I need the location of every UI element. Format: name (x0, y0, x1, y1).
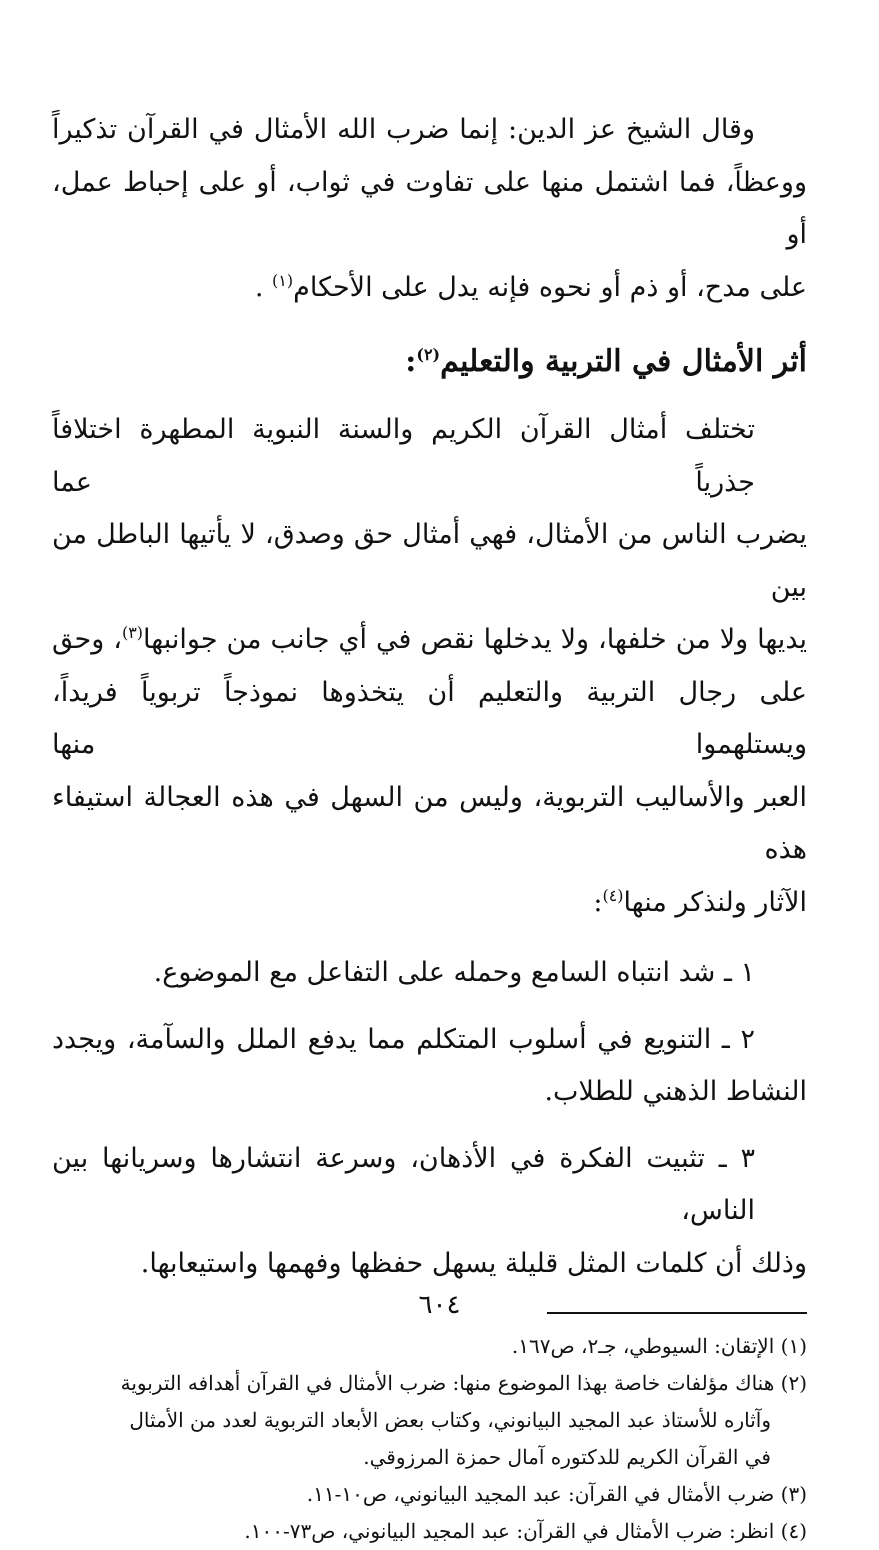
list-item-2-line-1: ٢ ـ التنويع في أسلوب المتكلم مما يدفع الملل والسآمة، ويجدد (52, 1023, 755, 1055)
spacer (52, 929, 807, 947)
main-line-3-a: يديها ولا من خلفها، ولا يدخلها نقص في أي جانب من جوانبها (143, 624, 808, 655)
main-line-5: العبر والأساليب التربوية، وليس من السهل في هذه العجالة استيفاء هذه (52, 781, 807, 865)
list-item-1 (52, 947, 807, 1000)
section-heading-end: : (405, 344, 417, 379)
footnote-ref-3: (٣) (121, 623, 144, 642)
main-line-2: يضرب الناس من الأمثال، فهي أمثال حق وصدق، لا يأتيها الباطل من بين (52, 519, 807, 603)
footnote-3-text: (٣) ضرب الأمثال في القرآن: عبد المجيد البيانوني، ص١٠-١١. (306, 1482, 807, 1506)
main-line-3-b: ، وحق (52, 624, 122, 655)
footnote-4 (52, 1513, 807, 1550)
intro-line-3-end: . (254, 271, 273, 303)
section-heading-text: أثر الأمثال في التربية والتعليم (440, 344, 807, 379)
intro-line-3 (52, 262, 807, 315)
footnote-2-line-2: وآثاره للأستاذ عبد المجيد البيانوني، وكتاب بعض الأبعاد التربوية لعدد من الأمثال (129, 1408, 771, 1432)
list-item-1-text: ١ ـ شد انتباه السامع وحمله على التفاعل مع الموضوع. (153, 957, 755, 988)
footnotes (52, 1328, 807, 1550)
footnote-4-text: (٤) انظر: ضرب الأمثال في القرآن: عبد المجيد البيانوني، ص٧٣-١٠٠. (244, 1519, 807, 1543)
intro-paragraph (52, 104, 807, 314)
footnote-3 (52, 1476, 807, 1513)
main-line-6-b: : (593, 886, 603, 918)
list-item-3-line-2: وذلك أن كلمات المثل قليلة يسهل حفظها وفهمها واستيعابها. (140, 1247, 807, 1279)
list-item-3 (52, 1133, 807, 1291)
book-page (52, 104, 807, 1550)
main-line-6-a: الآثار ولنذكر منها (623, 886, 807, 918)
footnote-ref-2: (٢) (416, 345, 441, 364)
footnote-2-line-3: في القرآن الكريم للدكتوره آمال حمزة المرزوقي. (363, 1445, 771, 1469)
page-number: ٦٠٤ (418, 1290, 461, 1320)
list-item-3-line-1: ٣ ـ تثبيت الفكرة في الأذهان، وسرعة انتشارها وسريانها بين الناس، (52, 1142, 755, 1226)
main-line-1: تختلف أمثال القرآن الكريم والسنة النبوية المطهرة اختلافاً جذرياً عما (52, 414, 755, 498)
intro-line-1: وقال الشيخ عز الدين: إنما ضرب الله الأمثال في القرآن تذكيراً (52, 114, 755, 145)
intro-line-2: ووعظاً، فما اشتمل منها على تفاوت في ثواب، أو على إحباط عمل، أو (52, 166, 807, 250)
footnote-ref-4: (٤) (602, 885, 624, 905)
footnote-1-text: (١) الإتقان: السيوطي، جـ٢، ص١٦٧. (511, 1334, 807, 1358)
footnote-1 (52, 1328, 807, 1365)
spacer (52, 1119, 807, 1133)
intro-line-3-text: على مدح، أو ذم أو نحوه فإنه يدل على الأحكام (293, 271, 807, 303)
main-paragraph (52, 404, 807, 929)
section-heading (52, 332, 807, 392)
footnote-2 (52, 1365, 807, 1476)
list-item-2-line-2: النشاط الذهني للطلاب. (544, 1076, 807, 1107)
main-line-4: على رجال التربية والتعليم أن يتخذوها نموذجاً تربوياً فريداً، ويستلهموا منها (52, 676, 807, 760)
main-line-3 (52, 614, 807, 667)
main-line-6 (52, 877, 807, 930)
footnote-2-line-1: (٢) هناك مؤلفات خاصة بهذا الموضوع منها: ضرب الأمثال في القرآن أهدافه التربوية (120, 1371, 807, 1395)
list-item-2 (52, 1014, 807, 1119)
footnote-ref-1: (١) (272, 270, 294, 290)
spacer (52, 1000, 807, 1014)
